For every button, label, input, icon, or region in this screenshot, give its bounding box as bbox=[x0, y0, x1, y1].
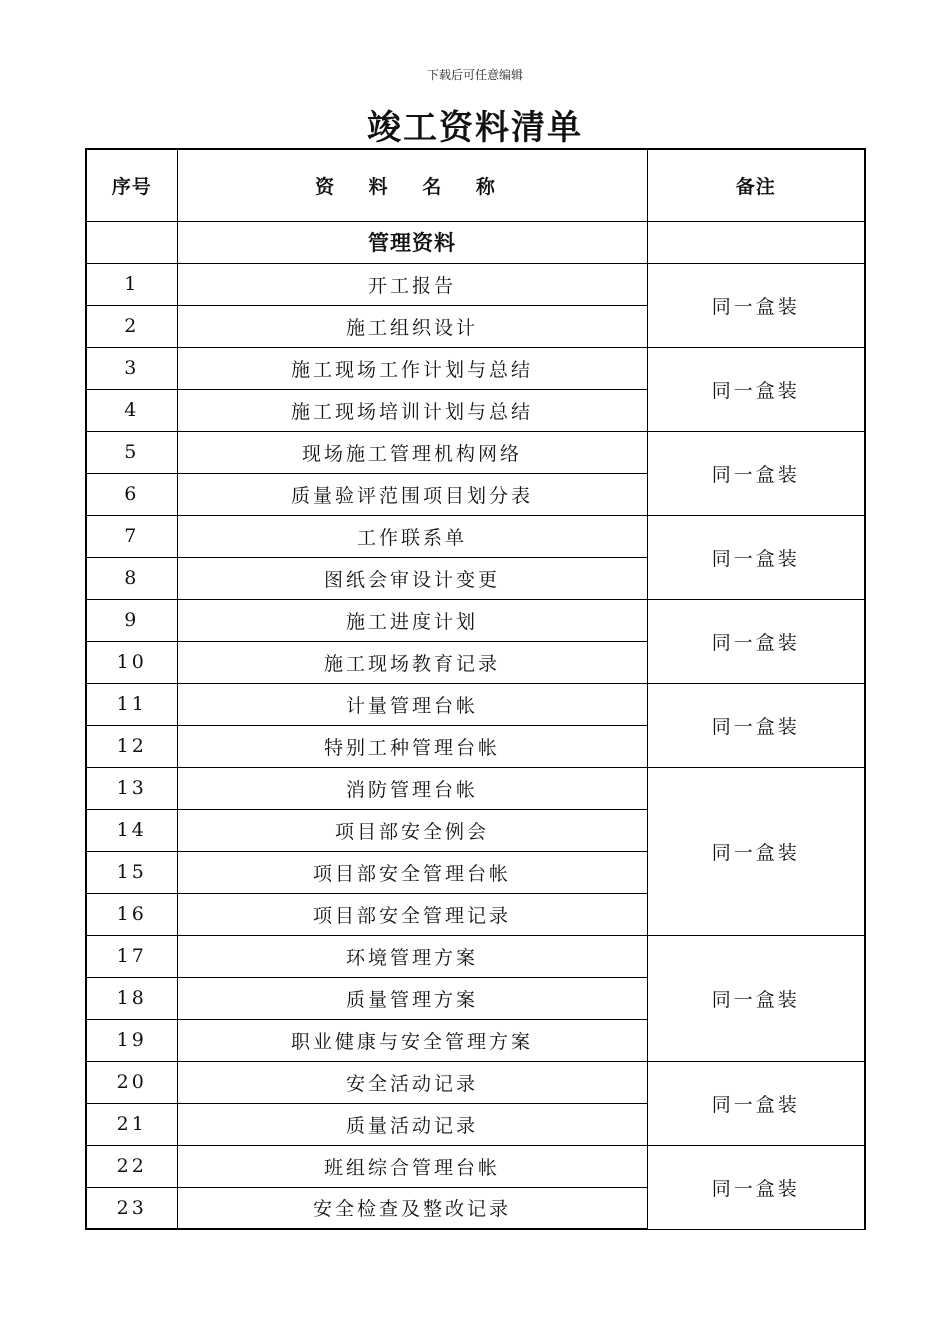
row-no: 21 bbox=[86, 1103, 177, 1145]
table-row bbox=[86, 1145, 865, 1187]
row-no: 10 bbox=[86, 641, 177, 683]
row-name: 施工进度计划 bbox=[177, 599, 647, 641]
row-name: 施工组织设计 bbox=[177, 305, 647, 347]
table-row bbox=[86, 935, 865, 977]
table-row bbox=[86, 683, 865, 725]
row-name: 计量管理台帐 bbox=[177, 683, 647, 725]
table-row bbox=[86, 347, 865, 389]
row-no: 19 bbox=[86, 1019, 177, 1061]
row-no: 1 bbox=[86, 263, 177, 305]
row-no: 15 bbox=[86, 851, 177, 893]
row-remark: 同一盒装 bbox=[647, 1061, 865, 1145]
row-no: 22 bbox=[86, 1145, 177, 1187]
row-remark: 同一盒装 bbox=[647, 599, 865, 683]
row-name: 消防管理台帐 bbox=[177, 767, 647, 809]
row-remark: 同一盒装 bbox=[647, 767, 865, 935]
row-remark: 同一盒装 bbox=[647, 263, 865, 347]
document-title: 竣工资料清单 bbox=[367, 108, 583, 148]
row-name: 项目部安全管理记录 bbox=[177, 893, 647, 935]
row-name: 质量管理方案 bbox=[177, 977, 647, 1019]
row-no: 20 bbox=[86, 1061, 177, 1103]
row-name: 职业健康与安全管理方案 bbox=[177, 1019, 647, 1061]
header-name: 资 料 名 称 bbox=[177, 149, 647, 221]
row-remark: 同一盒装 bbox=[647, 1145, 865, 1229]
table-row bbox=[86, 515, 865, 557]
row-name: 质量活动记录 bbox=[177, 1103, 647, 1145]
row-name: 环境管理方案 bbox=[177, 935, 647, 977]
row-no: 18 bbox=[86, 977, 177, 1019]
section-no-cell bbox=[86, 221, 177, 263]
row-no: 4 bbox=[86, 389, 177, 431]
header-no: 序号 bbox=[86, 149, 177, 221]
table-row bbox=[86, 263, 865, 305]
section-row bbox=[86, 221, 865, 263]
row-no: 6 bbox=[86, 473, 177, 515]
row-name: 工作联系单 bbox=[177, 515, 647, 557]
row-name: 安全检查及整改记录 bbox=[177, 1187, 647, 1229]
header-note: 下载后可任意编辑 bbox=[426, 68, 523, 82]
row-no: 2 bbox=[86, 305, 177, 347]
row-name: 安全活动记录 bbox=[177, 1061, 647, 1103]
row-remark: 同一盒装 bbox=[647, 935, 865, 1061]
row-name: 施工现场培训计划与总结 bbox=[177, 389, 647, 431]
row-no: 11 bbox=[86, 683, 177, 725]
row-no: 7 bbox=[86, 515, 177, 557]
section-title: 管理资料 bbox=[177, 221, 647, 263]
row-no: 17 bbox=[86, 935, 177, 977]
row-name: 施工现场工作计划与总结 bbox=[177, 347, 647, 389]
row-no: 8 bbox=[86, 557, 177, 599]
row-name: 班组综合管理台帐 bbox=[177, 1145, 647, 1187]
table-header-row bbox=[86, 149, 865, 221]
row-name: 图纸会审设计变更 bbox=[177, 557, 647, 599]
row-name: 现场施工管理机构网络 bbox=[177, 431, 647, 473]
row-name: 项目部安全管理台帐 bbox=[177, 851, 647, 893]
table-row bbox=[86, 767, 865, 809]
row-no: 9 bbox=[86, 599, 177, 641]
row-name: 施工现场教育记录 bbox=[177, 641, 647, 683]
row-remark: 同一盒装 bbox=[647, 347, 865, 431]
table-row bbox=[86, 1061, 865, 1103]
row-remark: 同一盒装 bbox=[647, 431, 865, 515]
completion-document-table bbox=[85, 148, 866, 1230]
row-name: 质量验评范围项目划分表 bbox=[177, 473, 647, 515]
row-remark: 同一盒装 bbox=[647, 515, 865, 599]
row-name: 开工报告 bbox=[177, 263, 647, 305]
row-no: 16 bbox=[86, 893, 177, 935]
row-no: 5 bbox=[86, 431, 177, 473]
row-no: 13 bbox=[86, 767, 177, 809]
table-row bbox=[86, 431, 865, 473]
row-no: 12 bbox=[86, 725, 177, 767]
row-no: 14 bbox=[86, 809, 177, 851]
section-remark-cell bbox=[647, 221, 865, 263]
row-no: 23 bbox=[86, 1187, 177, 1229]
row-name: 项目部安全例会 bbox=[177, 809, 647, 851]
table-row bbox=[86, 599, 865, 641]
header-remark: 备注 bbox=[647, 149, 865, 221]
row-name: 特别工种管理台帐 bbox=[177, 725, 647, 767]
row-remark: 同一盒装 bbox=[647, 683, 865, 767]
row-no: 3 bbox=[86, 347, 177, 389]
